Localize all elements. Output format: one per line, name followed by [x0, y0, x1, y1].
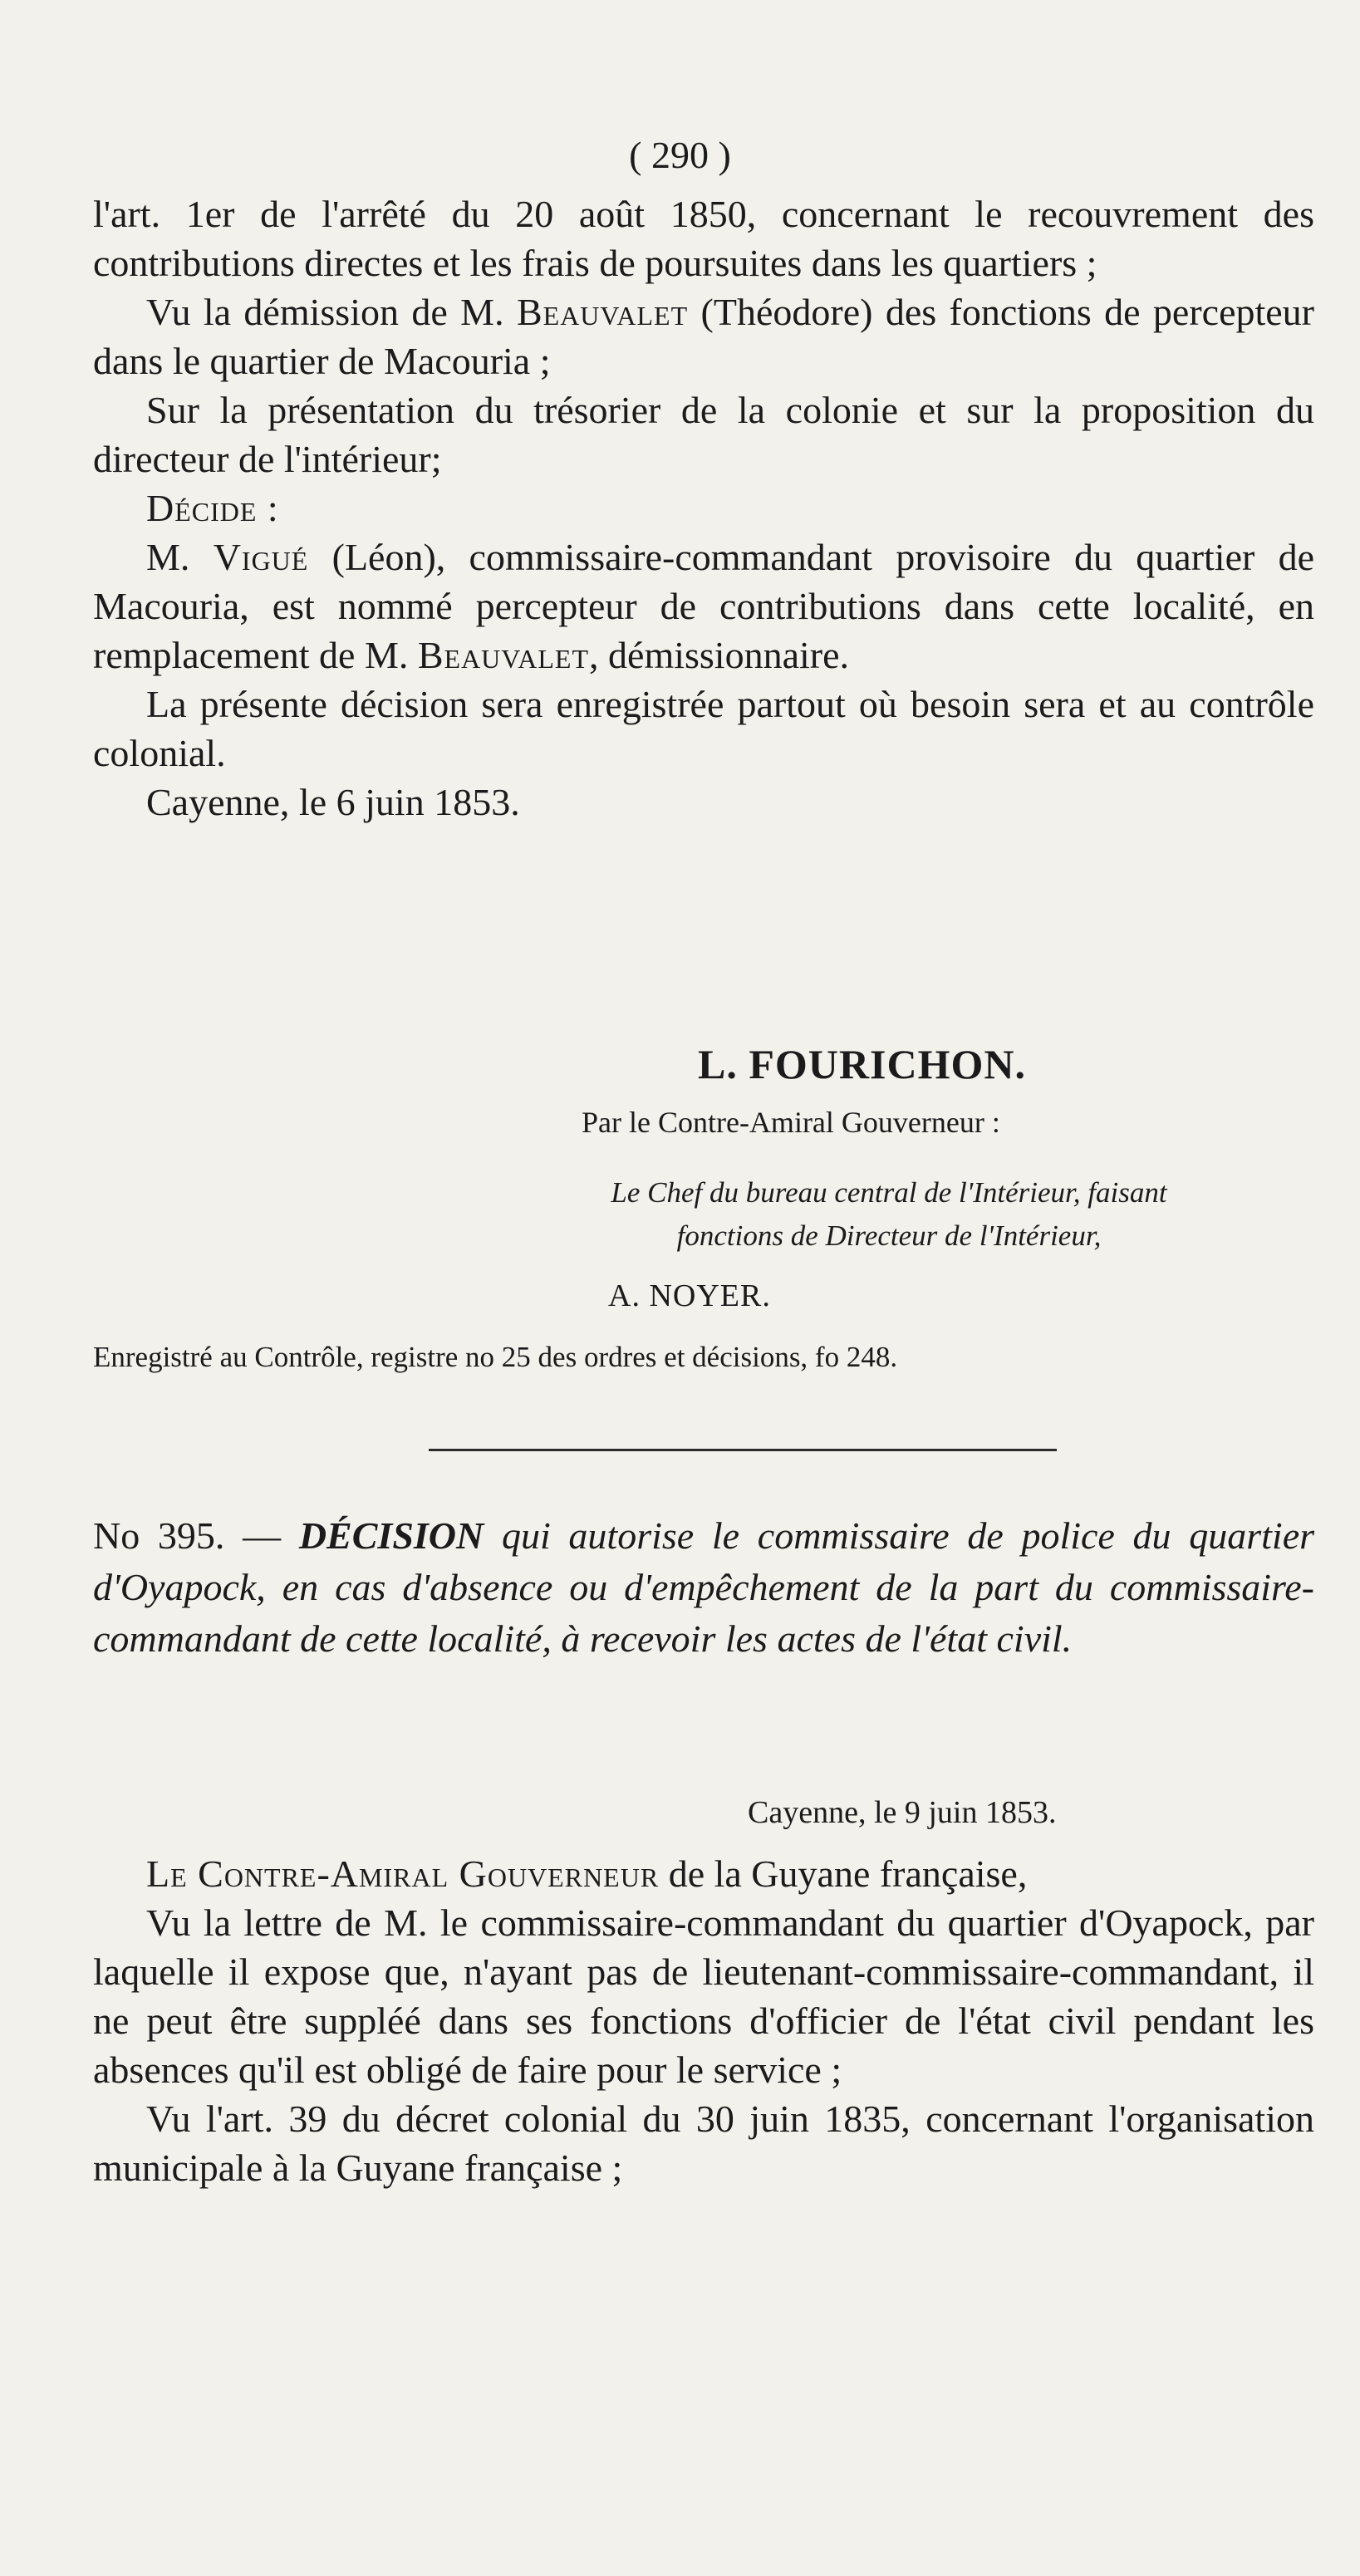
decision-395-heading [93, 1510, 1314, 1665]
chef-line-2: fonctions de Directeur de l'Intérieur, [676, 1219, 1102, 1252]
lettre-paragraph: Vu la lettre de M. le commissaire-commandant du quartier d'Oyapock, par laquelle il expose que, n'ayant pas de lieutenant-commissaire-commandant, il ne peut être suppléé dans ses fonctions d'officier de l'état civil pendant les absences qu'il est obligé de faire pour le service ; [93, 1901, 1314, 2091]
decision-395-date: Cayenne, le 9 juin 1853. [748, 1795, 1057, 1830]
decret-paragraph: Vu l'art. 39 du décret colonial du 30 juin 1835, concernant l'organisation municipale à la Guyane française ; [93, 2098, 1314, 2189]
name-vigue: Vigué [213, 536, 309, 578]
page-number: ( 290 ) [629, 134, 731, 176]
decision-number: No 395. — [93, 1514, 282, 1557]
article-suffix: , démissionnaire. [589, 634, 850, 676]
decide-heading: Décide : [146, 487, 279, 529]
place-date: Cayenne, le 6 juin 1853. [146, 781, 520, 823]
article-paragraph [93, 532, 1314, 680]
demission-prefix: Vu la démission de M. [146, 291, 504, 333]
decision-395-body [93, 1849, 1314, 2192]
signature-fourichon: L. FOURICHON. [698, 1041, 1026, 1087]
article-prefix: M. [146, 536, 190, 578]
demission-paragraph [93, 287, 1314, 385]
name-beauvalet-2: Beauvalet [417, 634, 590, 676]
enregistre-line: Enregistré au Contrôle, registre no 25 des ordres et décisions, fo 248. [93, 1341, 898, 1373]
chef-du-bureau [449, 1171, 1329, 1258]
chef-line-1: Le Chef du bureau central de l'Intérieur, faisant [611, 1176, 1167, 1209]
article-mid: (Léon), commissaire-commandant provisoire du quartier de Macouria, est nommé percepteur de contributions dans cette localité, en remplacement de M. [93, 536, 1315, 676]
countersignature-noyer: A. NOYER. [608, 1278, 771, 1313]
demission-suffix: (Théodore) des fonctions de percepteur dans le quartier de Macouria ; [93, 291, 1314, 382]
registration-paragraph: La présente décision sera enregistrée partout où besoin sera et au contrôle colonial. [93, 683, 1314, 774]
presentation-paragraph: Sur la présentation du trésorier de la colonie et sur la proposition du directeur de l'intérieur; [93, 389, 1314, 480]
decision-word: DÉCISION [298, 1514, 484, 1557]
heading-rest: qui autorise le commissaire de police du quartier d'Oyapock, en cas d'absence ou d'empêchement de la part du commissaire-commandant de cette localité, à recevoir les actes de l'état civil. [93, 1514, 1315, 1660]
authority-title: Le Contre-Amiral Gouverneur [146, 1852, 660, 1895]
par-line: Par le Contre-Amiral Gouverneur : [582, 1106, 1000, 1139]
section-divider [429, 1449, 1057, 1451]
authority-paragraph [93, 1849, 1314, 1898]
authority-rest: de la Guyane française, [668, 1852, 1028, 1895]
continuation-paragraph: l'art. 1er de l'arrêté du 20 août 1850, concernant le recouvrement des contributions directes et les frais de poursuites dans les quartiers ; [93, 193, 1314, 284]
name-beauvalet: Beauvalet [516, 291, 689, 333]
decision-394-body [93, 189, 1314, 827]
